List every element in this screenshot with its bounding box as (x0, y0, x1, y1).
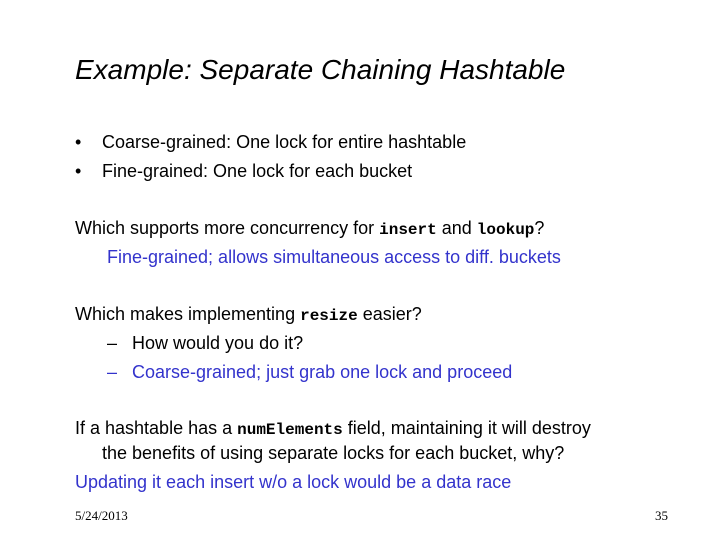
footer-date: 5/24/2013 (75, 508, 128, 523)
dash-marker: – (107, 362, 118, 382)
code-lookup: lookup (476, 221, 535, 239)
question-text: and (436, 218, 477, 238)
bullet-fine-grained: Fine-grained: One lock for each bucket (102, 161, 413, 181)
code-numelements: numElements (237, 421, 343, 439)
code-resize: resize (300, 307, 358, 325)
bullet-marker: • (75, 132, 82, 152)
question-text: Which supports more concurrency for (75, 218, 380, 238)
slide-title: Example: Separate Chaining Hashtable (75, 54, 566, 85)
question-text: easier? (357, 304, 422, 324)
answer-concurrency: Fine-grained; allows simultaneous access to diff. buckets (107, 247, 561, 267)
question-text: ? (534, 218, 545, 238)
question-concurrency (75, 217, 544, 241)
sub-question-how: How would you do it? (132, 333, 304, 353)
code-insert: insert (379, 221, 437, 239)
bullet-coarse-grained: Coarse-grained: One lock for entire hashtable (102, 132, 467, 152)
question-numelements (75, 417, 591, 441)
bullet-marker: • (75, 161, 82, 181)
answer-resize: Coarse-grained; just grab one lock and proceed (132, 362, 513, 382)
question-text: If a hashtable has a (75, 418, 238, 438)
question-text: field, maintaining it will destroy (342, 418, 591, 438)
dash-marker: – (107, 333, 118, 353)
question-numelements-continued: the benefits of using separate locks for each bucket, why? (102, 443, 565, 463)
question-resize (75, 303, 422, 327)
footer-page-number: 35 (655, 508, 668, 523)
answer-numelements: Updating it each insert w/o a lock would be a data race (75, 472, 512, 492)
question-text: Which makes implementing (75, 304, 301, 324)
